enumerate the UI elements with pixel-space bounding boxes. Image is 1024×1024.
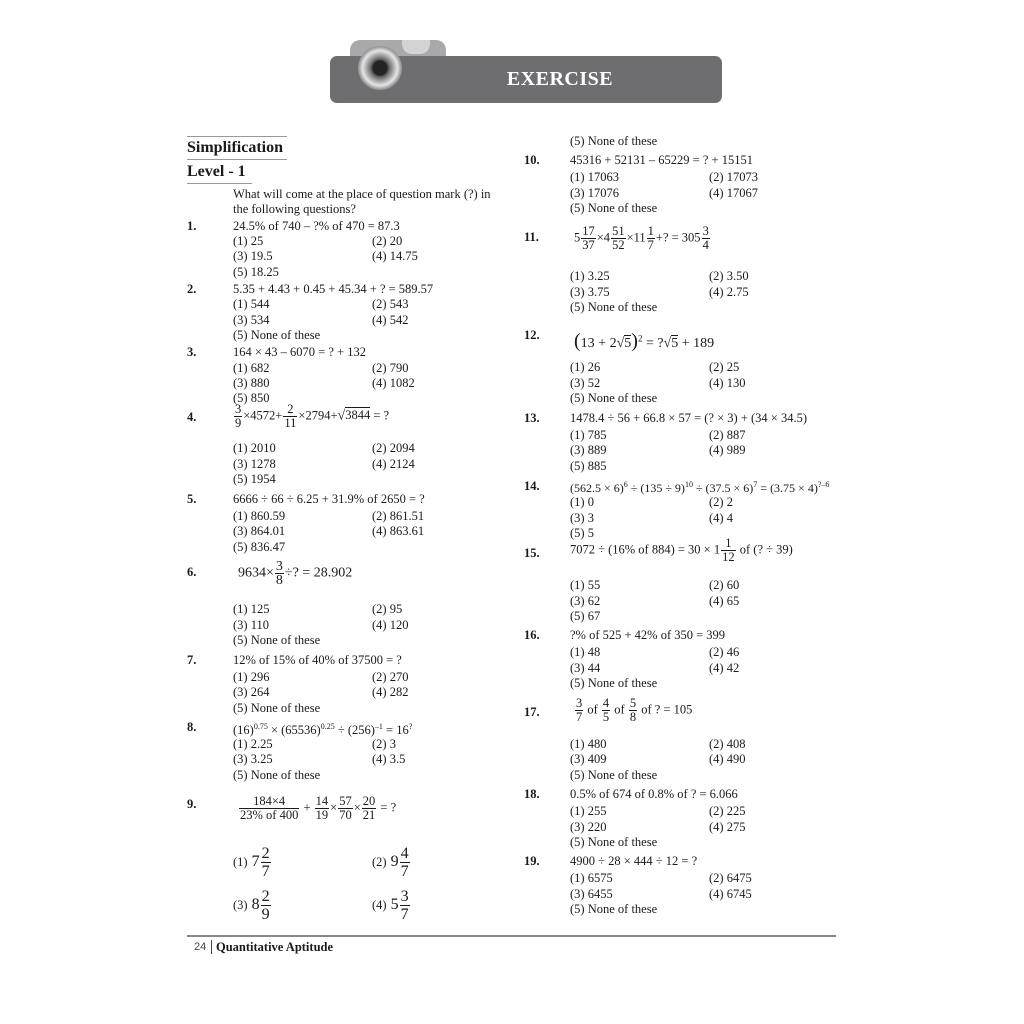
option: (2) 3 bbox=[372, 737, 396, 751]
option: (3) 264 bbox=[233, 685, 270, 699]
question-number: 4. bbox=[187, 410, 197, 424]
option: (1) 785 bbox=[570, 428, 607, 442]
question-expression: $(13 + 2√5)^2$ = ?√5 + 189 bbox=[574, 330, 715, 352]
option: (5) None of these bbox=[570, 768, 658, 782]
question-number: 1. bbox=[187, 219, 197, 233]
option: (3) 19.5 bbox=[233, 249, 273, 263]
option: (1) 2010 bbox=[233, 441, 276, 455]
option: (3) 880 bbox=[233, 376, 270, 390]
question-number: 7. bbox=[187, 653, 197, 667]
option: (3) 17076 bbox=[570, 186, 619, 200]
option: (2) 6475 bbox=[709, 871, 752, 885]
option: (4) 4 bbox=[709, 511, 733, 525]
option: (4) 130 bbox=[709, 376, 746, 390]
question-expression: 9634× $\frac{3}{8}$ ÷? = 28.902 bbox=[238, 559, 353, 588]
option: (2) 2 bbox=[709, 495, 733, 509]
option: (2) 543 bbox=[372, 297, 409, 311]
question-text: 5.35 + 4.43 + 0.45 + 45.34 + ? = 589.57 bbox=[233, 282, 434, 296]
option: (4) 3.5 bbox=[372, 752, 406, 766]
option: (5) 1954 bbox=[233, 472, 276, 486]
question-number: 3. bbox=[187, 345, 197, 359]
section-rule bbox=[187, 159, 287, 160]
question-expression: $\frac{3}{7}$ of $\frac{4}{5}$ of $\frac{5}{8}$ of ? = 105 bbox=[576, 696, 693, 724]
option: (2) 270 bbox=[372, 670, 409, 684]
question-expression: $(562.5 \times 6)^6 \div (135 \div 9)^{10} \div (37.5 \times 6)^7 = (3.75 \times 4)^{?-6}$ bbox=[570, 480, 830, 495]
option: (4) 989 bbox=[709, 443, 746, 457]
option: (2) 17073 bbox=[709, 170, 758, 184]
option: (4) 6745 bbox=[709, 887, 752, 901]
option: (5) None of these bbox=[233, 633, 321, 647]
option: (2) 225 bbox=[709, 804, 746, 818]
option: (3) 62 bbox=[570, 594, 601, 608]
question-number: 11. bbox=[524, 230, 539, 244]
option: (3) 409 bbox=[570, 752, 607, 766]
option: (1) 255 bbox=[570, 804, 607, 818]
option-mixed-fraction: (2) 9 $\frac{4}{7}$ bbox=[372, 845, 409, 880]
scroll-curl bbox=[402, 40, 430, 54]
question-text: 4900 ÷ 28 × 444 ÷ 12 = ? bbox=[570, 854, 698, 868]
option: (1) 2.25 bbox=[233, 737, 273, 751]
question-number: 2. bbox=[187, 282, 197, 296]
option: (5) None of these bbox=[570, 835, 658, 849]
option: (3) 3 bbox=[570, 511, 594, 525]
option: (1) 3.25 bbox=[570, 269, 610, 283]
option: (2) 2094 bbox=[372, 441, 415, 455]
option-mixed-fraction: (4) 5 $\frac{3}{7}$ bbox=[372, 888, 409, 923]
option: (5) None of these bbox=[233, 328, 321, 342]
section-rule bbox=[187, 136, 287, 137]
option: (5) None of these bbox=[570, 676, 658, 690]
option: (1) 55 bbox=[570, 578, 601, 592]
option: (5) None of these bbox=[570, 391, 658, 405]
question-text: 164 × 43 – 6070 = ? + 132 bbox=[233, 345, 366, 359]
question-text: 0.5% of 674 of 0.8% of ? = 6.066 bbox=[570, 787, 738, 801]
question-expression: $\frac{184\times 4}{23\% of 400}$ + $\frac{14}{19}$ × $\frac{57}{70}$ × $\frac{20}{21}$ = ? bbox=[240, 794, 397, 822]
option: (4) 2124 bbox=[372, 457, 415, 471]
question-text: 12% of 15% of 40% of 37500 = ? bbox=[233, 653, 402, 667]
option: (5) 850 bbox=[233, 391, 270, 405]
option: (1) 48 bbox=[570, 645, 601, 659]
option: (1) 544 bbox=[233, 297, 270, 311]
option: (2) 790 bbox=[372, 361, 409, 375]
option: (5) None of these bbox=[233, 768, 321, 782]
question-text: 6666 ÷ 66 ÷ 6.25 + 31.9% of 2650 = ? bbox=[233, 492, 425, 506]
option: (5) 5 bbox=[570, 526, 594, 540]
option-mixed-fraction: (1) 7 $\frac{2}{7}$ bbox=[233, 845, 270, 880]
option: (2) 20 bbox=[372, 234, 403, 248]
option: (4) 120 bbox=[372, 618, 409, 632]
footer-separator bbox=[211, 940, 212, 954]
option: (5) None of these bbox=[233, 701, 321, 715]
option: (2) 95 bbox=[372, 602, 403, 616]
option: (1) 6575 bbox=[570, 871, 613, 885]
option: (3) 44 bbox=[570, 661, 601, 675]
option: (3) 110 bbox=[233, 618, 269, 632]
option: (2) 46 bbox=[709, 645, 740, 659]
question-text: 1478.4 ÷ 56 + 66.8 × 57 = (? × 3) + (34 × 34.5) bbox=[570, 411, 807, 425]
question-number: 8. bbox=[187, 720, 197, 734]
question-number: 6. bbox=[187, 565, 197, 579]
option: (3) 534 bbox=[233, 313, 270, 327]
exercise-banner bbox=[330, 40, 722, 104]
option: (2) 408 bbox=[709, 737, 746, 751]
option: (5) 885 bbox=[570, 459, 607, 473]
question-number: 15. bbox=[524, 546, 540, 560]
option: (1) 480 bbox=[570, 737, 607, 751]
option: (4) 282 bbox=[372, 685, 409, 699]
option: (3) 889 bbox=[570, 443, 607, 457]
question-expression: 7072 ÷ (16% of 884) = 30 × 1 $\frac{1}{12}$ of (? ÷ 39) bbox=[570, 536, 793, 564]
section-rule bbox=[187, 183, 252, 184]
question-number: 17. bbox=[524, 705, 540, 719]
option: (5) 67 bbox=[570, 609, 601, 623]
option: (5) None of these bbox=[570, 902, 658, 916]
option: (4) 542 bbox=[372, 313, 409, 327]
question-number: 19. bbox=[524, 854, 540, 868]
question-number: 9. bbox=[187, 797, 197, 811]
option: (4) 490 bbox=[709, 752, 746, 766]
question-number: 10. bbox=[524, 153, 540, 167]
option: (4) 2.75 bbox=[709, 285, 749, 299]
option: (3) 6455 bbox=[570, 887, 613, 901]
instructions-line: the following questions? bbox=[233, 202, 356, 216]
section-title: Simplification bbox=[187, 139, 284, 156]
option: (5) None of these bbox=[570, 201, 658, 215]
option: (3) 3.75 bbox=[570, 285, 610, 299]
option: (3) 3.25 bbox=[233, 752, 273, 766]
footer-rule bbox=[187, 935, 836, 937]
option: (4) 14.75 bbox=[372, 249, 418, 263]
question-text: ?% of 525 + 42% of 350 = 399 bbox=[570, 628, 726, 642]
question-number: 5. bbox=[187, 492, 197, 506]
question-expression: $(16)^{0.75} \times (65536)^{0.25} \div (256)^{-1} = 16^?$ bbox=[233, 722, 413, 738]
question-text: 45316 + 52131 – 65229 = ? + 15151 bbox=[570, 153, 753, 167]
question-number: 14. bbox=[524, 479, 540, 493]
page-title: EXERCISE bbox=[506, 68, 614, 90]
option: (1) 0 bbox=[570, 495, 594, 509]
option: (5) None of these bbox=[570, 134, 658, 148]
option: (2) 3.50 bbox=[709, 269, 749, 283]
page-number: 24 bbox=[194, 941, 207, 953]
option: (3) 864.01 bbox=[233, 524, 286, 538]
question-expression: 5 $\frac{17}{37}$ ×4 $\frac{51}{52}$ ×11 $\frac{1}{7}$ +? = 305 $\frac{3}{4}$ bbox=[574, 224, 709, 252]
option: (1) 26 bbox=[570, 360, 601, 374]
question-number: 13. bbox=[524, 411, 540, 425]
option: (5) None of these bbox=[570, 300, 658, 314]
option: (5) 18.25 bbox=[233, 265, 279, 279]
option: (2) 25 bbox=[709, 360, 740, 374]
option: (4) 17067 bbox=[709, 186, 758, 200]
option: (1) 17063 bbox=[570, 170, 619, 184]
instructions-line: What will come at the place of question mark (?) in bbox=[233, 187, 491, 201]
option: (2) 861.51 bbox=[372, 509, 425, 523]
option: (3) 1278 bbox=[233, 457, 276, 471]
option: (1) 682 bbox=[233, 361, 270, 375]
option: (2) 60 bbox=[709, 578, 740, 592]
option: (4) 275 bbox=[709, 820, 746, 834]
option: (4) 863.61 bbox=[372, 524, 425, 538]
question-number: 12. bbox=[524, 328, 540, 342]
question-expression: $\frac{3}{9}$ ×4572+ $\frac{2}{11}$ ×2794+√3844 = ? bbox=[235, 402, 390, 430]
option: (4) 1082 bbox=[372, 376, 415, 390]
option: (3) 220 bbox=[570, 820, 607, 834]
option: (4) 65 bbox=[709, 594, 740, 608]
option: (1) 125 bbox=[233, 602, 270, 616]
option: (1) 296 bbox=[233, 670, 270, 684]
ring-icon bbox=[358, 46, 402, 90]
option: (3) 52 bbox=[570, 376, 601, 390]
question-number: 18. bbox=[524, 787, 540, 801]
option: (4) 42 bbox=[709, 661, 740, 675]
question-text: 24.5% of 740 – ?% of 470 = 87.3 bbox=[233, 219, 400, 233]
question-number: 16. bbox=[524, 628, 540, 642]
option: (1) 860.59 bbox=[233, 509, 286, 523]
option: (5) 836.47 bbox=[233, 540, 286, 554]
option: (1) 25 bbox=[233, 234, 264, 248]
book-title: Quantitative Aptitude bbox=[216, 940, 334, 954]
option: (2) 887 bbox=[709, 428, 746, 442]
option-mixed-fraction: (3) 8 $\frac{2}{9}$ bbox=[233, 888, 270, 923]
level-title: Level - 1 bbox=[187, 163, 246, 180]
